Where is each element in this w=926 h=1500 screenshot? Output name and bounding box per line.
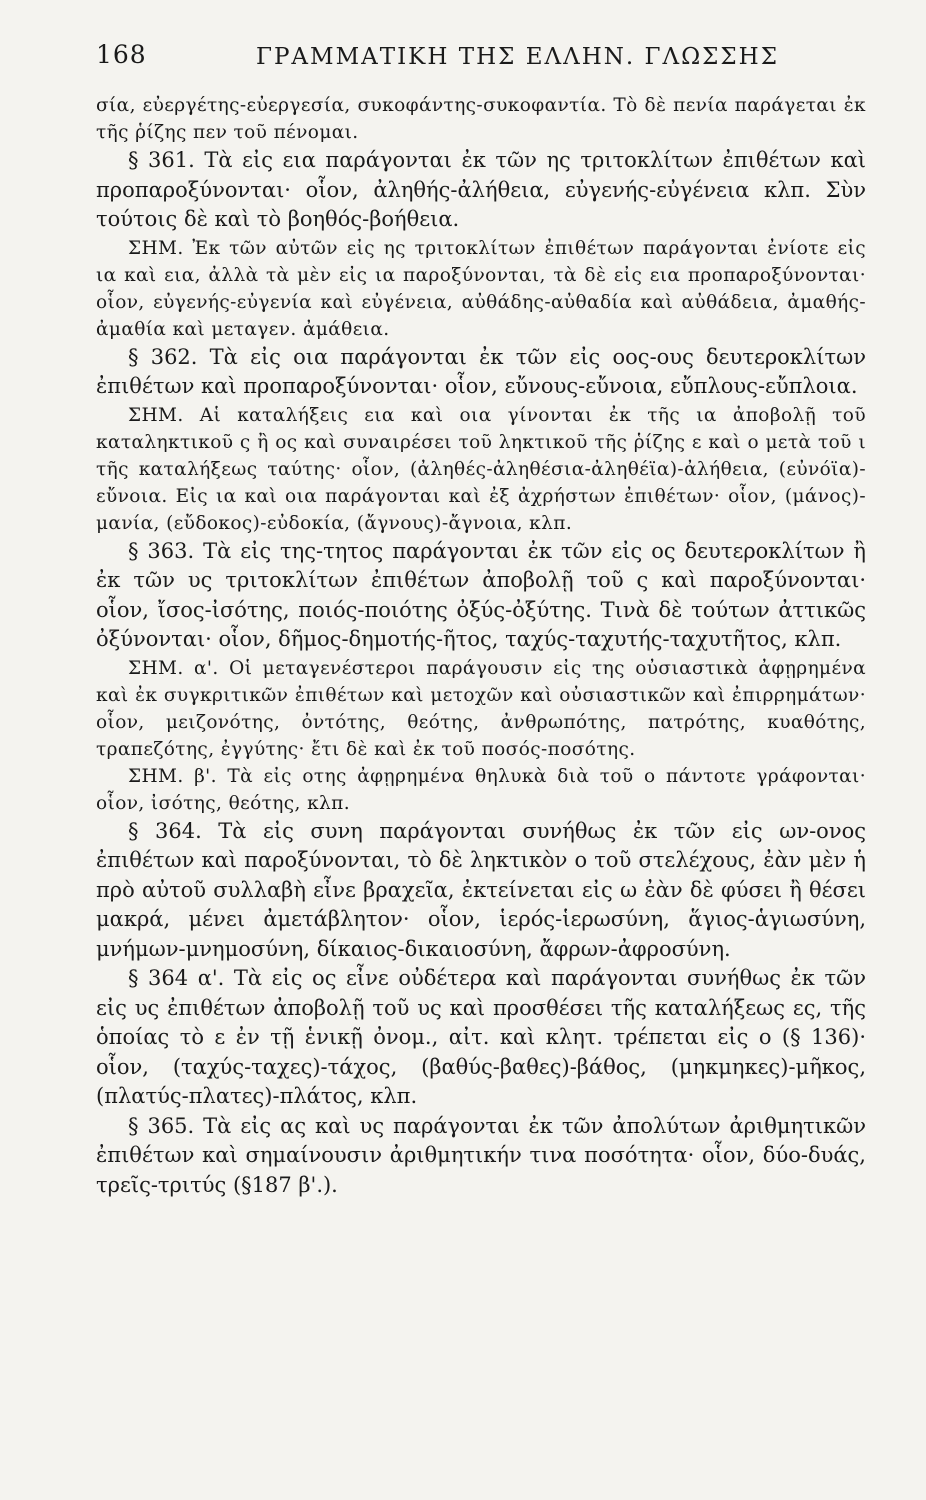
- section-364: § 364. Τὰ εἰς συνη παράγονται συνήθως ἐκ τῶν εἰς ων-ονος ἐπιθέτων καὶ παροξύνονται, τὸ δὲ ληκτικὸν ο τοῦ στελέχους, ἐὰν μὲν ἡ πρὸ αὐτοῦ συλλαβὴ εἶνε βραχεῖα, ἐκτείνεται εἰς ω ἐὰν δὲ φύσει ἢ θέσει μακρά, μένει ἀμετάβλητον· οἷον, ἱερός-ἱερωσύνη, ἅγιος-ἁγιωσύνη, μνήμων-μνημοσύνη, δίκαιος-δικαιοσύνη, ἄφρων-ἀφροσύνη.: [96, 818, 866, 961]
- note-363-b: ΣΗΜ. β'. Τὰ εἰς οτης ἀφῃρημένα θηλυκὰ διὰ τοῦ ο πάντοτε γράφονται· οἷον, ἰσότης, θεότης, κλπ.: [96, 765, 866, 814]
- page-body: [96, 92, 866, 1200]
- page-number: 168: [96, 40, 147, 69]
- running-title: ΓΡΑΜΜΑΤΙΚΗ ΤΗΣ ΕΛΛΗΝ. ΓΛΩΣΣΗΣ: [256, 44, 779, 70]
- section-365: § 365. Τὰ εἰς ας καὶ υς παράγονται ἐκ τῶν ἀπολύτων ἀριθμητικῶν ἐπιθέτων καὶ σημαίνουσιν ἀριθμητικήν τινα ποσότητα· οἷον, δύο-δυάς, τρεῖς-τριτύς (§187 β'.).: [96, 1113, 866, 1197]
- section-364a: § 364 α'. Τὰ εἰς ος εἶνε οὐδέτερα καὶ παράγονται συνήθως ἐκ τῶν εἰς υς ἐπιθέτων ἀποβολῇ τοῦ υς καὶ προσθέσει τῆς καταλήξεως ες, τῆς ὁποίας τὸ ε ἐν τῇ ἑνικῇ ὀνομ., αἰτ. καὶ κλητ. τρέπεται εἰς ο (§ 136)· οἷον, (ταχύς-ταχες)-τάχος, (βαθύς-βαθες)-βάθος, (μηκμηκες)-μῆκος, (πλατύς-πλατες)-πλάτος, κλπ.: [96, 966, 866, 1108]
- note-362: ΣΗΜ. Αἱ καταλήξεις εια καὶ οια γίνονται ἐκ τῆς ια ἀποβολῇ τοῦ καταληκτικοῦ ς ἢ ος καὶ συναιρέσει τοῦ ληκτικοῦ τῆς ῥίζης ε καὶ ο μετὰ τοῦ ι τῆς καταλήξεως ταύτης· οἷον, (ἀληθές-ἀληθέσια-ἀληθέϊα)-ἀλήθεια, (εὐνόϊα)-εὔνοια. Εἰς ια καὶ οια παράγονται καὶ ἐξ ἀχρήστων ἐπιθέτων· οἷον, (μάνος)-μανία, (εὔδοκος)-εὐδοκία, (ἄγνους)-ἄγνοια, κλπ.: [96, 404, 866, 534]
- note-361: ΣΗΜ. Ἐκ τῶν αὐτῶν εἰς ης τριτοκλίτων ἐπιθέτων παράγονται ἐνίοτε εἰς ια καὶ εια, ἀλλὰ τὰ μὲν εἰς ια παροξύνονται, τὰ δὲ εἰς εια προπαροξύνονται· οἷον, εὐγενής-εὐγενία καὶ εὐγένεια, αὐθάδης-αὐθαδία καὶ αὐθάδεια, ἀμαθής-ἀμαθία καὶ μεταγεν. ἀμάθεια.: [96, 237, 866, 340]
- page-header: [96, 40, 866, 84]
- paragraph-continuation: σία, εὐεργέτης-εὐεργεσία, συκοφάντης-συκοφαντία. Τὸ δὲ πενία παράγεται ἐκ τῆς ῥίζης πεν τοῦ πένομαι.: [96, 95, 866, 143]
- note-363-a: ΣΗΜ. α'. Οἱ μεταγενέστεροι παράγουσιν εἰς της οὐσιαστικὰ ἀφῃρημένα καὶ ἐκ συγκριτικῶν ἐπιθέτων καὶ μετοχῶν καὶ οὐσιαστικῶν καὶ ἐπιρρημάτων· οἷον, μειζονότης, ὀντότης, θεότης, ἀνθρωπότης, πατρότης, κυαθότης, τραπεζότης, ἐγγύτης· ἔτι δὲ καὶ ἐκ τοῦ ποσός-ποσότης.: [96, 657, 866, 760]
- section-363: § 363. Τὰ εἰς της-τητος παράγονται ἐκ τῶν εἰς ος δευτεροκλίτων ἢ ἐκ τῶν υς τριτοκλίτων ἐπιθέτων ἀποβολῇ τοῦ ς καὶ παροξύνονται· οἷον, ἴσος-ἰσότης, ποιός-ποιότης ὀξύς-ὀξύτης. Τινὰ δὲ τούτων ἀττικῶς ὀξύνονται· οἷον, δῆμος-δημοτής-ῆτος, ταχύς-ταχυτής-ταχυτῆτος, κλπ.: [96, 538, 866, 651]
- section-361: § 361. Τὰ εἰς εια παράγονται ἐκ τῶν ης τριτοκλίτων ἐπιθέτων καὶ προπαροξύνονται· οἷον, ἀληθής-ἀλήθεια, εὐγενής-εὐγένεια κλπ. Σὺν τούτοις δὲ καὶ τὸ βοηθός-βοήθεια.: [96, 148, 866, 231]
- section-362: § 362. Τὰ εἰς οια παράγονται ἐκ τῶν εἰς οος-ους δευτεροκλίτων ἐπιθέτων καὶ προπαροξύνονται· οἷον, εὔνους-εὔνοια, εὔπλους-εὔπλοια.: [96, 344, 866, 398]
